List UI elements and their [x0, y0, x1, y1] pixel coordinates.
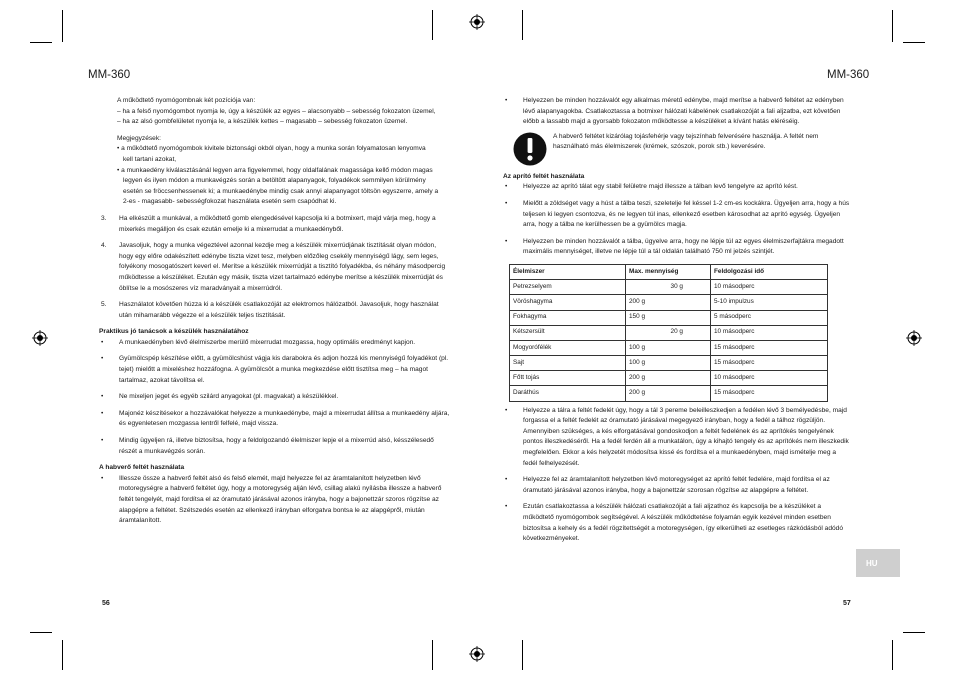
crop-mark: [30, 632, 52, 633]
crop-mark: [522, 640, 523, 670]
numbered-step: 3. Ha elkészült a munkával, a működtető gomb elengedésével kapcsolja ki a botmixert, majd várja meg, hogy a mixerkés megálljon és csak ezután emelje ki a mixerrudat a munkaedényből.: [101, 214, 436, 233]
crop-mark: [892, 10, 893, 42]
table-row: Kétszersült 20 g 10 másodperc: [510, 325, 828, 340]
tip-item: • A munkaedényben lévő élelmiszerbe merülő mixerrudat mozgassa, hogy optimális eredményt kapjon.: [101, 338, 416, 346]
table-row: Mogyorófélék 100 g 15 másodperc: [510, 340, 828, 355]
numbered-step: 4. Javasoljuk, hogy a munka végeztével azonnal kezdje meg a készülék mixerrúdjának tisztítását olyan módon, hogy egy előre odakészített edénybe tiszta vizet tesz, melyben előzőleg csekély mennyiségű lágy, sem leges, folyékony mosogatószert keverl el. Merítse a készülék mixerrúdját a tisztító folyadékba, és néhány másodpercig működtesse a készüléket. Ezután egy másik, tiszta vizet tartalmazó edénybe merítse a készülék mixerrúdját és öblítse le a mosószeres víz maradványait a mixerrúdról.: [101, 242, 446, 292]
warning-text: A habverő feltétet kizárólag tojásfehérje vagy tejszínhab felverésére használja. A feltét nem használható más élelmiszerek (krémek, szószok, porok stb.) keverésére.: [553, 132, 819, 151]
tip-item: • Majonéz készítésekor a hozzávalókat helyezze a munkaedénybe, majd a mixerrudat állítsa a munkaedény aljára, és egyenletesen mozgassa lentről felfelé, majd vissza.: [101, 409, 450, 428]
intro-line: A működtető nyomógombnak két pozíciója van:: [117, 97, 256, 104]
tip-item: • Mindig ügyeljen rá, illetve biztosítsa, hogy a feldolgozandó élelmiszer lepje el a mixerrúd alsó, késszélesedő részét a munkavégzés során.: [101, 437, 434, 455]
chopper-item: • Helyezze fel az áramtalanított helyzetben lévő motoregységet az aprító feltét fedelére, majd fordítsa el az óramutató járásával azonos irányba, hogy a bajonettzár szorosan rögzítse az alapgépre a feltétet.: [505, 476, 830, 494]
registration-mark-icon: [469, 646, 485, 662]
crop-mark: [62, 10, 63, 42]
left-column: [99, 96, 451, 533]
chopper-item: • Ezután csatlakoztassa a készülék hálózati csatlakozóját a fali aljzathoz és kapcsolja be a készüléket a működtető nyomógombok segítségével. A készülék működtetése folyamán egyik kezével minden esetben biztosítsa a kehely és a fedél rögzítettségét a motoregységen, így elkerülheti az esetleges rázkódásból adódó következményeket.: [505, 503, 843, 543]
table-row: Petrezselyem 30 g 10 másodperc: [510, 280, 828, 295]
whisk-heading: A habverő feltét használata: [99, 464, 185, 472]
note-line: legyen és ilyen módon a munkavégzés során a betöltött alapanyagok, folyadékok semmilyen körülmény: [123, 177, 426, 185]
chopper-item: • Mielőtt a zöldséget vagy a húst a tálba teszi, szeletelje fel késsel 1-2 cm-es kockákra. Ügyeljen arra, hogy a hús teljesen ki legyen csontozva, és ne legyen túl inas, ellenkező esetben károsodhat az aprító egység. Ügyeljen arra, hogy a tálba ne kerülhessen be a gyümölcs magja.: [505, 199, 850, 229]
model-label-right: MM-360: [827, 69, 870, 81]
language-tab: HU: [856, 549, 900, 577]
tips-heading: Praktikus jó tanácsok a készülék használatához: [99, 328, 249, 336]
crop-mark: [892, 640, 893, 670]
exclamation-icon: [513, 132, 547, 166]
intro-line: – ha a felső nyomógombot nyomja le, úgy a készülék az egyes – alacsonyabb – sebesség fokozaton üzemel,: [117, 107, 436, 115]
whisk-item: • Helyezzen be minden hozzávalót egy alkalmas méretű edénybe, majd merítse a habverő feltétet az edényben lévő alapanyagokba. Csatlakoztassa a botmixer hálózati kábelének csatlakozóját a fali aljzatba, ezt követően előbb a lassabb majd a gyorsabb fokozaton működtesse a készüléket a kívánt hatás eléréséig.: [505, 97, 844, 126]
right-column: [503, 96, 851, 551]
note-line: esetén se fröccsenhessenek ki; a munkaedénybe mindig csak annyi alapanyagot töltsön egyszerre, amely a: [123, 187, 439, 195]
chopper-heading: Az aprító feltét használata: [503, 172, 585, 180]
crop-mark: [432, 10, 433, 40]
note-line: • a munkaedény kiválasztásánál legyen arra figyelemmel, hogy oldalfalának magassága kellő módon magas: [117, 166, 433, 174]
notes-title: Megjegyzések:: [117, 134, 161, 142]
note-line: kell tartani azokat,: [123, 155, 177, 163]
whisk-item: • Illessze össze a habverő feltét alsó és felső elemét, majd helyezze fel az áramtalanított helyzetben lévő motoregységre a habverő feltétet úgy, hogy a motoregység alján lévő, csillag alakú nyílásba illessze a habverő feltét tengelyét, majd fordítsa el az óramutató járásával azonos irányba, hogy a bajonettzár szoros rögzítse az alapgépre a feltétet. Szétszedés esetén az ellenkező irányban elforgatva bontsa le az alapgépről, miután áramtalanított.: [101, 474, 442, 525]
crop-mark: [903, 632, 925, 633]
table-header: Feldolgozási idő: [711, 264, 828, 279]
chopper-item: • Helyezze az aprító tálat egy stabil felületre majd illessze a tálban levő tengelyre az aprító kést.: [505, 183, 798, 191]
crop-mark: [62, 640, 63, 670]
page-number-left: 56: [102, 600, 110, 607]
warning-block: [513, 132, 851, 166]
chopper-item: • Helyezze a tálra a feltét fedelét úgy, hogy a tál 3 pereme beleilleszkedjen a fedélen lévő 3 bemélyedésbe, majd forgassa el a feltét fedelét az óramutató járásával megegyező irányban, hogy a fedél a tálhoz rögzüljön. Amennyiben szükséges, a kés elforgatásával gondoskodjon a feltét fedelének és az aprítókés tengelyének pontos illeszkedéséről. Ha a fedél ferdén áll a munkatálon, úgy a kihajtó tengely és az aprítókés nem illeszkedik megfelelően. Ekkor a kés helyzetét módosítsa kissé és fordítsa el a munkaedényben, majd ismételje meg a fedél felhelyezését.: [505, 406, 849, 467]
model-label-left: MM-360: [88, 69, 131, 81]
table-row: Vöröshagyma 200 g 5-10 impulzus: [510, 295, 828, 310]
chopper-item: • Helyezzen be minden hozzávalót a tálba, ügyelve arra, hogy ne lépje túl az egyes élelmiszerfajtákra megadott maximális mennyiséget, illetve ne lépje túl a tál oldalán található 750 ml jelzés szintjét.: [505, 237, 844, 256]
table-row: Daráthús 200 g 15 másodperc: [510, 386, 828, 401]
table-header: Élelmiszer: [510, 264, 626, 279]
table-row: Főtt tojás 200 g 10 másodperc: [510, 371, 828, 386]
table-row: Sajt 100 g 15 másodperc: [510, 356, 828, 371]
crop-mark: [432, 640, 433, 670]
note-line: • a működtető nyomógombok kivitele biztonsági okból olyan, hogy a munka során folyamatosan lenyomva: [117, 145, 426, 153]
tip-item: • Gyümölcspép készítése előtt, a gyümölcshúst vágja kis darabokra és adjon hozzá kis mennyiségű folyadékot (pl. tejet) mielőtt a mixeléshez hozzáfogna. A gyümölcsöt a munka megkezdése előtt tisztítsa meg – ha magot tartalmaz, azokat távolítsa el.: [101, 355, 449, 384]
crop-mark: [522, 10, 523, 40]
numbered-step: 5. Használatot követően húzza ki a készülék csatlakozóját az elektromos hálózatból. Javasoljuk, hogy használat után mihamarább végezze el a készülék teljes tisztítását.: [101, 301, 439, 319]
button-positions: [99, 96, 451, 208]
registration-mark-icon: [469, 14, 485, 30]
registration-mark-icon: [32, 330, 48, 346]
table-row: Fokhagyma 150 g 5 másodperc: [510, 310, 828, 325]
crop-mark: [30, 42, 52, 43]
food-table: [509, 264, 828, 402]
crop-mark: [903, 42, 925, 43]
page-number-right: 57: [843, 600, 851, 607]
table-header: Max. mennyiség: [626, 264, 711, 279]
note-line: 2-es - magasabb- sebességfokozat használata esetén sem csapódhat ki.: [123, 198, 337, 206]
registration-mark-icon: [906, 330, 922, 346]
intro-line: – ha az alsó gombfelületet nyomja le, a készülék kettes – magasabb – sebesség fokozaton üzemel.: [117, 118, 408, 126]
tip-item: • Ne mixeljen jeget és egyéb szilárd anyagokat (pl. magvakat) a készülékkel.: [101, 393, 339, 401]
table-header-row: [510, 264, 828, 279]
